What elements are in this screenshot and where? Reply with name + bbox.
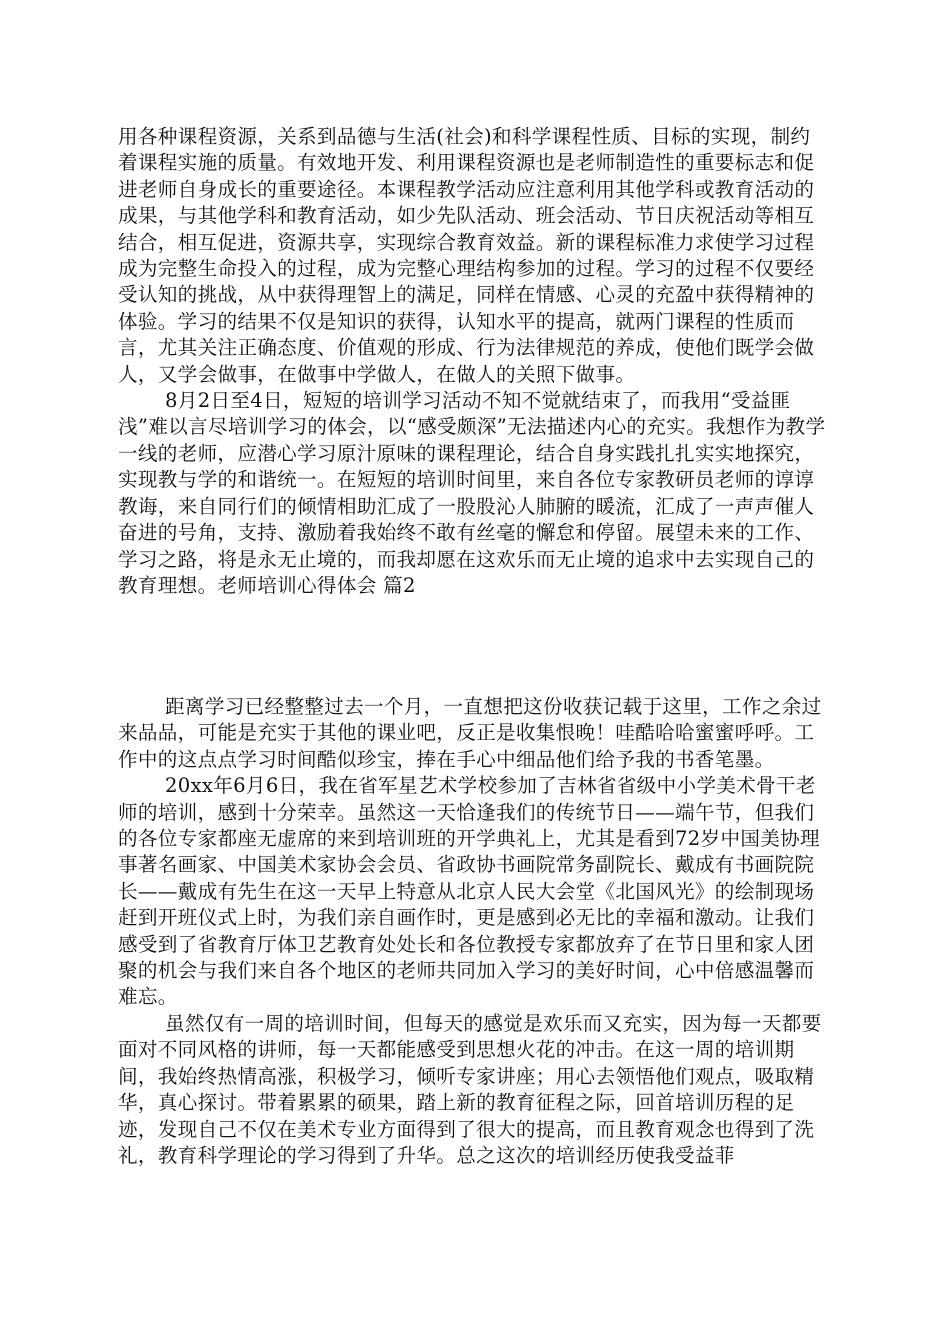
paragraph-one-month-later: 距离学习已经整整过去一个月，一直想把这份收获记载于这里，工作之余过来品品，可能是充实于其他的课业吧，反正是收集恨晚！哇酷哈哈蜜蜜呼呼。工作中的这点点学习时间酷似珍宝，捧在手心中细品他们给予我的书香笔墨。 [118,695,822,771]
text-block-section-two [118,694,830,1169]
paragraph-one-week-training: 虽然仅有一周的培训时间，但每天的感觉是欢乐而又充实，因为每一天都要面对不同风格的讲师，每一天都能感受到思想火花的冲击。在这一周的培训期间，我始终热情高涨，积极学习，倾听专家讲座；用心去领悟他们观点，吸取精华，真心探讨。带着累累的硕果，踏上新的教育征程之际，回首培训历程的足迹，发现自己不仅在美术专业方面得到了很大的提高，而且教育观念也得到了洗礼，教育科学理论的学习得到了升华。总之这次的培训经历使我受益菲 [118,1011,822,1167]
paragraph-course-resources: 用各种课程资源，关系到品德与生活(社会)和科学课程性质、目标的实现，制约着课程实施的质量。有效地开发、利用课程资源也是老师制造性的重要标志和促进老师自身成长的重要途径。本课程教学活动应注意利用其他学科或教育活动的成果，与其他学科和教育活动，如少先队活动、班会活动、节日庆祝活动等相互结合，相互促进，资源共享，实现综合教育效益。新的课程标准力求使学习过程成为完整生命投入的过程，成为完整心理结构参加的过程。学习的过程不仅要经受认知的挑战，从中获得理智上的满足，同样在情感、心灵的充盈中获得精神的体验。学习的结果不仅是知识的获得，认知水平的提高，就两门课程的性质而言，尤其关注正确态度、价值观的形成、行为法律规范的养成，使他们既学会做人，又学会做事，在做事中学做人，在做人的关照下做事。 [118,125,815,386]
paragraph-training-reflection: 8月2日至4日，短短的培训学习活动不知不觉就结束了，而我用“受益匪浅”难以言尽培训学习的体会，以“感受颇深”无法描述内心的充实。我想作为教学一线的老师，应潜心学习原汁原味的课程理论，结合自身实践扎扎实实地探究，实现教与学的和谐统一。在短短的培训时间里，来自各位专家教研员老师的谆谆教诲，来自同行们的倾情相助汇成了一股股沁人肺腑的暖流，汇成了一声声催人奋进的号角，支持、激励着我始终不敢有丝毫的懈怠和停留。展望未来的工作、学习之路，将是永无止境的，而我却愿在这欢乐而无止境的追求中去实现自己的教育理想。老师培训心得体会 篇2 [118,389,826,597]
paragraph-art-teacher-training: 20xx年6月6日，我在省军星艺术学校参加了吉林省省级中小学美术骨干老师的培训，感到十分荣幸。虽然这一天恰逢我们的传统节日——端午节，但我们的各位专家都座无虚席的来到培训班的开学典礼上，尤其是看到72岁中国美协理事著名画家、中国美术家协会会员、省政协书画院常务副院长、戴成有书画院院长——戴成有先生在这一天早上特意从北京人民大会堂《北国风光》的绘制现场赶到开班仪式上时，为我们亲自画作时，更是感到必无比的幸福和激动。让我们感受到了省教育厅体卫艺教育处处长和各位教授专家都放弃了在节日里和家人团聚的机会与我们来自各个地区的老师共同加入学习的美好时间，心中倍感温馨而难忘。 [118,774,820,1009]
text-block-section-one [118,124,830,599]
